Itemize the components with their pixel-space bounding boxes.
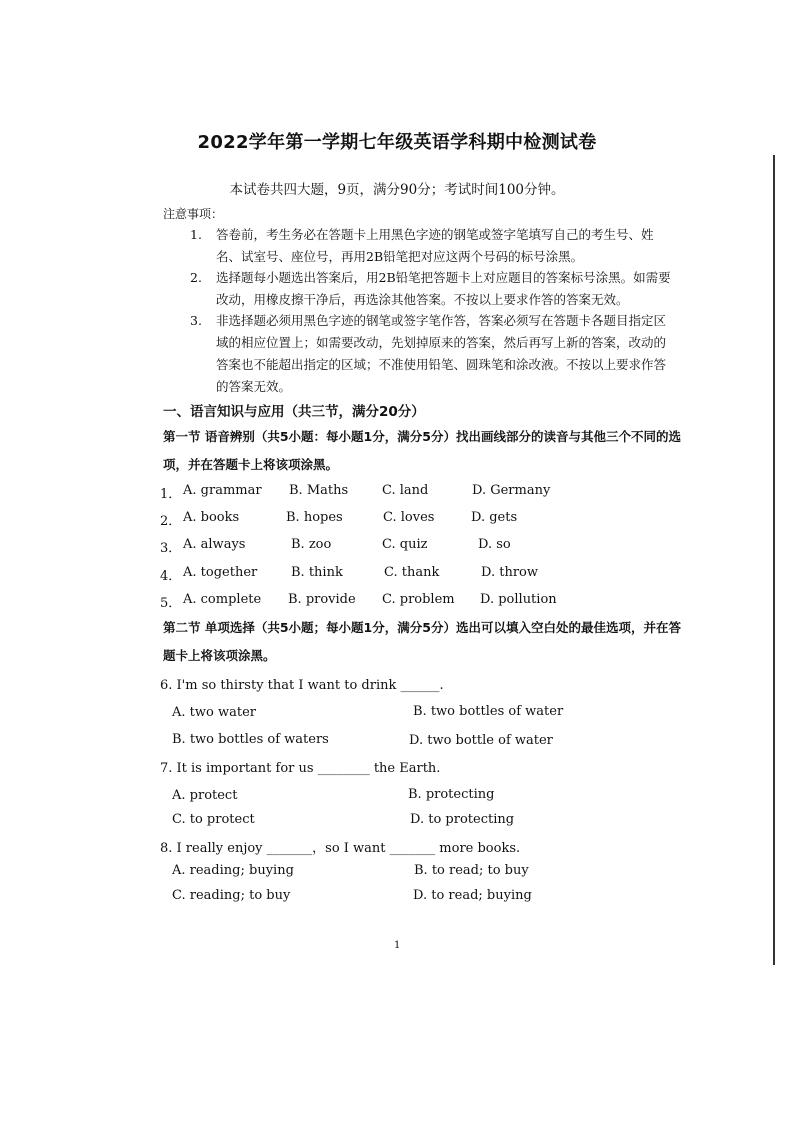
option: A. together <box>183 565 258 580</box>
option: D. pollution <box>480 592 557 607</box>
page-number: 1 <box>394 940 401 951</box>
section2-instruction: 第二节 单项选择（共5小题；每小题1分，满分5分）选出可以填入空白处的最佳选项，并在答题卡上将该项涂黑。 <box>163 620 681 663</box>
exam-info: 本试卷共四大题，9页，满分90分；考试时间100分钟。 <box>229 182 565 198</box>
choice: C. reading; to buy <box>172 888 291 903</box>
question-number: 1． <box>160 487 182 502</box>
question-stem: 8. I really enjoy _______，so I want _______ more books. <box>160 841 521 856</box>
choice: B. protecting <box>408 787 495 802</box>
choice: A. protect <box>172 788 238 803</box>
option: B. hopes <box>286 510 343 525</box>
question-number: 4． <box>160 569 182 584</box>
choice: D. to protecting <box>410 812 515 827</box>
choice: B. two bottles of waters <box>172 732 329 747</box>
question-number: 3． <box>160 541 182 556</box>
choice: A. two water <box>172 705 256 720</box>
option: A. grammar <box>183 483 262 498</box>
note-text: 选择题每小题选出答案后，用2B铅笔把答题卡上对应题目的答案标号涂黑。如需要改动，用橡皮擦干净后，再选涂其他答案。不按以上要求作答的答案无效。 <box>216 270 671 307</box>
option: A. books <box>183 510 240 525</box>
question-number: 5． <box>160 596 182 611</box>
option: C. land <box>382 483 429 498</box>
option: A. complete <box>183 592 262 607</box>
note-number: 1. <box>190 227 202 242</box>
option: B. provide <box>288 592 356 607</box>
section1-instruction: 第一节 语音辨别（共5小题：每小题1分，满分5分）找出画线部分的读音与其他三个不同的选项，并在答题卡上将该项涂黑。 <box>163 429 681 472</box>
option: C. quiz <box>382 537 428 552</box>
note-number: 2. <box>190 270 202 285</box>
option: B. think <box>291 565 343 580</box>
note-text: 答卷前，考生务必在答题卡上用黑色字迹的钢笔或签字笔填写自己的考生号、姓名、试室号、座位号，再用2B铅笔把对应这两个号码的标号涂黑。 <box>216 227 654 264</box>
choice: D. two bottle of water <box>409 733 553 748</box>
choice: A. reading; buying <box>172 863 294 878</box>
option: C. thank <box>384 565 440 580</box>
option: C. problem <box>382 592 455 607</box>
question-stem: 6. I'm so thirsty that I want to drink ______. <box>160 678 444 693</box>
part-heading: 一、语言知识与应用（共三节，满分20分） <box>163 404 425 420</box>
notes-heading: 注意事项： <box>163 207 224 221</box>
choice: B. two bottles of water <box>413 704 564 719</box>
choice: B. to read; to buy <box>414 863 529 878</box>
option: C. loves <box>383 510 435 525</box>
question-number: 2． <box>160 514 182 529</box>
option: D. gets <box>471 510 518 525</box>
option: A. always <box>183 537 246 552</box>
option: B. zoo <box>291 537 332 552</box>
option: D. throw <box>481 565 538 580</box>
note-number: 3. <box>190 313 202 328</box>
scan-edge-line <box>773 155 775 965</box>
choice: C. to protect <box>172 812 255 827</box>
option: D. Germany <box>472 483 551 498</box>
choice: D. to read; buying <box>413 888 532 903</box>
option: D. so <box>478 537 511 552</box>
exam-title: 2022学年第一学期七年级英语学科期中检测试卷 <box>197 132 597 153</box>
option: B. Maths <box>289 483 349 498</box>
note-text: 非选择题必须用黑色字迹的钢笔或签字笔作答，答案必须写在答题卡各题目指定区域的相应位置上；如需要改动，先划掉原来的答案，然后再写上新的答案，改动的答案也不能超出指定的区域；不准使用铅笔、圆珠笔和涂改液。不按以上要求作答的答案无效。 <box>216 313 667 394</box>
question-stem: 7. It is important for us ________ the Earth. <box>160 761 441 776</box>
